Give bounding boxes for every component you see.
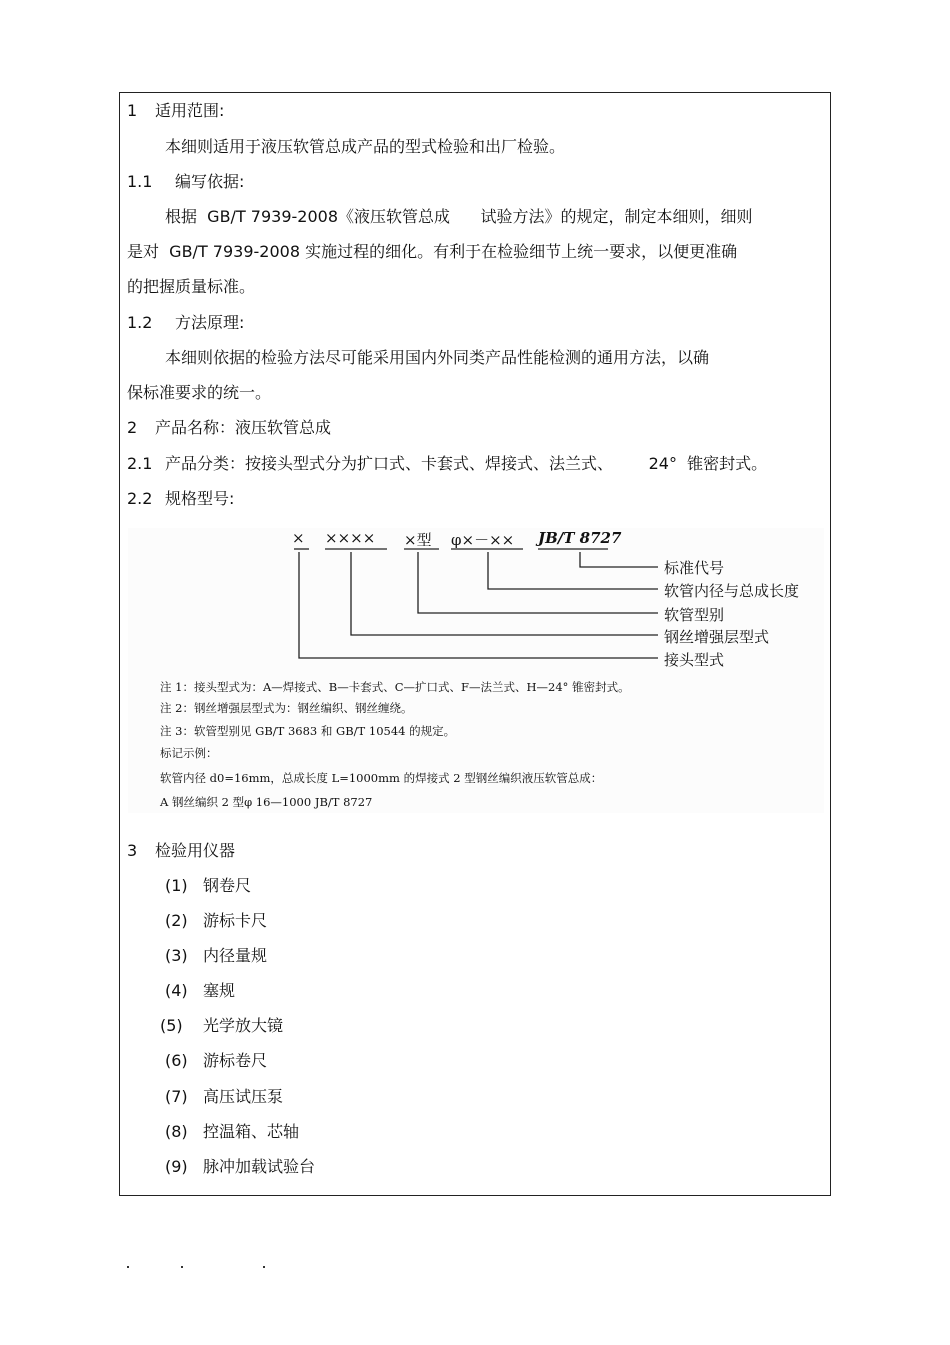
section-2-1-text: 产品分类：按接头型式分为扩口式、卡套式、焊接式、法兰式、 24° 锥密封式。 [165, 454, 768, 473]
instrument-no: (2) [165, 911, 188, 930]
marking-example-text: 软管内径 d0=16mm，总成长度 L=1000mm 的焊接式 2 型钢丝编织液压软管总成： [160, 771, 603, 785]
section-1-1-line2: 是对 GB/T 7939-2008 实施过程的细化。有利于在检验细节上统一要求，以便更准确 [127, 242, 738, 261]
section-1-1-number: 1.1 [127, 172, 153, 191]
section-2-title: 产品名称：液压软管总成 [155, 418, 332, 437]
marking-example-code: A 钢丝编织 2 型φ 16—1000 JB/T 8727 [160, 795, 373, 809]
instrument-name: 游标卡尺 [203, 911, 268, 930]
instrument-name: 游标卷尺 [203, 1051, 268, 1070]
instrument-name: 内径量规 [203, 946, 268, 965]
instrument-name: 钢卷尺 [203, 876, 252, 895]
section-1-2-number: 1.2 [127, 313, 153, 332]
code-part-standard: JB/T 8727 [538, 529, 622, 547]
section-1-1-line1: 根据 GB/T 7939-2008《液压软管总成 试验方法》的规定，制定本细则，细则 [165, 207, 753, 226]
label-diameter-length: 软管内径与总成长度 [664, 582, 800, 600]
instrument-name: 脉冲加载试验台 [203, 1157, 316, 1176]
note-1: 注 1：接头型式为：A—焊接式、B—卡套式、C—扩口式、F—法兰式、H—24° 锥密封式。 [160, 680, 630, 694]
instrument-no: (4) [165, 981, 188, 1000]
instrument-no: (3) [165, 946, 188, 965]
section-3-title: 检验用仪器 [155, 841, 236, 860]
section-1-2-title: 方法原理: [175, 313, 245, 332]
section-2-number: 2 [127, 418, 138, 437]
code-part-size: φ×－×× [451, 531, 515, 549]
section-2-2-text: 规格型号: [165, 489, 235, 508]
label-connector-type: 接头型式 [664, 651, 725, 669]
model-code-figure [128, 528, 824, 813]
section-1-1-line3: 的把握质量标准。 [127, 277, 256, 296]
instrument-no: (1) [165, 876, 188, 895]
code-part-hose-type: ×型 [404, 531, 432, 549]
section-1-1-title: 编写依据: [175, 172, 245, 191]
instrument-name: 高压试压泵 [203, 1087, 284, 1106]
instrument-no: (6) [165, 1051, 188, 1070]
instrument-name: 控温箱、芯轴 [203, 1122, 300, 1141]
note-3: 注 3：软管型别见 GB/T 3683 和 GB/T 10544 的规定。 [160, 724, 456, 738]
label-reinforcement-type: 钢丝增强层型式 [664, 628, 770, 646]
instrument-name: 光学放大镜 [203, 1016, 284, 1035]
label-standard-code: 标准代号 [664, 559, 725, 577]
instrument-no: (7) [165, 1087, 188, 1106]
section-1-title: 适用范围: [155, 101, 225, 120]
section-3-number: 3 [127, 841, 138, 860]
note-2: 注 2：钢丝增强层型式为：钢丝编织、钢丝缠绕。 [160, 701, 413, 715]
footer-dot [263, 1266, 265, 1268]
instrument-no: (9) [165, 1157, 188, 1176]
code-part-reinforcement: ×××× [325, 529, 376, 547]
section-2-2-number: 2.2 [127, 489, 153, 508]
section-1-body: 本细则适用于液压软管总成产品的型式检验和出厂检验。 [165, 137, 566, 156]
section-1-2-line2: 保标准要求的统一。 [127, 383, 272, 402]
section-1-number: 1 [127, 101, 138, 120]
code-part-connector: × [292, 529, 305, 547]
instrument-no: (5) [160, 1016, 183, 1035]
section-1-2-line1: 本细则依据的检验方法尽可能采用国内外同类产品性能检测的通用方法，以确 [165, 348, 710, 367]
instrument-name: 塞规 [203, 981, 236, 1000]
footer-dot [181, 1266, 183, 1268]
label-hose-type: 软管型别 [664, 606, 725, 624]
instrument-no: (8) [165, 1122, 188, 1141]
section-2-1-number: 2.1 [127, 454, 153, 473]
marking-example-heading: 标记示例： [160, 746, 218, 760]
footer-dot [127, 1266, 129, 1268]
